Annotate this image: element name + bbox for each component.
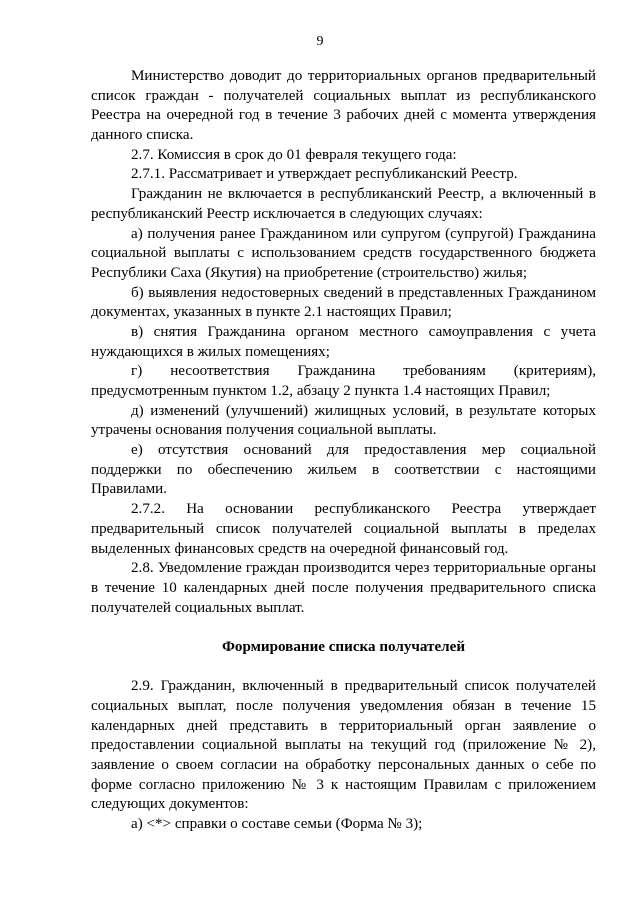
text-line: утрачены основания получения социальной выплаты. bbox=[91, 422, 437, 439]
text-line: Реестра на очередной год в течение 3 рабочих дней с момента утверждения bbox=[91, 107, 596, 124]
text-line: календарных дней представить в территориальный орган заявление о bbox=[91, 717, 596, 734]
text-line: Правилами. bbox=[91, 481, 167, 498]
text-line: д) изменений (улучшений) жилищных условий, в результате которых bbox=[131, 402, 596, 419]
text-line: 2.7.2. На основании республиканского Реестра утверждает bbox=[131, 501, 596, 518]
text-line: следующих документов: bbox=[91, 796, 249, 813]
text-line: республиканский Реестр исключается в следующих случаях: bbox=[91, 205, 483, 222]
text-line: список граждан - получателей социальных выплат из республиканского bbox=[91, 87, 596, 104]
text-line: выделенных финансовых средств на очередной финансовый год. bbox=[91, 540, 509, 557]
text-line: получателей социальных выплат. bbox=[91, 599, 305, 616]
text-line: предоставлении социальной выплаты на текущий год (приложение № 2), bbox=[91, 737, 596, 754]
page-number: 9 bbox=[316, 34, 324, 49]
text-line: 2.9. Гражданин, включенный в предварительный список получателей bbox=[131, 678, 596, 695]
text-line: поддержки по обеспечению жильем в соответствии с настоящими bbox=[91, 461, 596, 478]
blank-line bbox=[91, 618, 596, 638]
text-line: данного списка. bbox=[91, 127, 194, 144]
text-line: а) <*> справки о составе семьи (Форма № 3); bbox=[131, 816, 423, 833]
text-line: Республики Саха (Якутия) на приобретение (строительство) жилья; bbox=[91, 264, 528, 281]
blank-line bbox=[91, 658, 596, 678]
text-line: г) несоответствия Гражданина требованиям (критериям), bbox=[131, 363, 596, 380]
text-line: форме согласно приложению № 3 к настоящим Правилам с приложением bbox=[91, 776, 596, 793]
text-line: 2.7.1. Рассматривает и утверждает республиканский Реестр. bbox=[131, 166, 518, 183]
text-line: нуждающихся в жилых помещениях; bbox=[91, 343, 330, 360]
text-line: б) выявления недостоверных сведений в представленных Гражданином bbox=[131, 284, 596, 301]
text-line: 2.8. Уведомление граждан производится через территориальные органы bbox=[131, 560, 596, 577]
text-line: социальной выплаты с использованием средств государственного бюджета bbox=[91, 245, 596, 262]
text-line: в течение 10 календарных дней после получения предварительного списка bbox=[91, 579, 596, 596]
text-line: заявление о своем согласии на обработку персональных данных о себе по bbox=[91, 757, 596, 774]
text-line: предусмотренным пунктом 1.2, абзацу 2 пункта 1.4 настоящих Правил; bbox=[91, 383, 551, 399]
document-body bbox=[91, 67, 596, 835]
text-line: документах, указанных в пункте 2.1 настоящих Правил; bbox=[91, 304, 452, 321]
text-line: Министерство доводит до территориальных органов предварительный bbox=[131, 68, 596, 84]
text-line: е) отсутствия оснований для предоставления мер социальной bbox=[131, 442, 596, 459]
text-line: в) снятия Гражданина органом местного самоуправления с учета bbox=[131, 323, 596, 340]
text-line: Гражданин не включается в республиканский Реестр, а включенный в bbox=[131, 186, 596, 203]
text-line: 2.7. Комиссия в срок до 01 февраля текущего года: bbox=[131, 146, 457, 163]
section-heading: Формирование списка получателей bbox=[221, 638, 466, 655]
text-line: социальных выплат, после получения уведомления обязан в течение 15 bbox=[91, 698, 596, 714]
text-line: предварительный список получателей социальной выплаты в пределах bbox=[91, 520, 596, 537]
text-line: а) получения ранее Гражданином или супругом (супругой) Гражданина bbox=[131, 225, 596, 242]
